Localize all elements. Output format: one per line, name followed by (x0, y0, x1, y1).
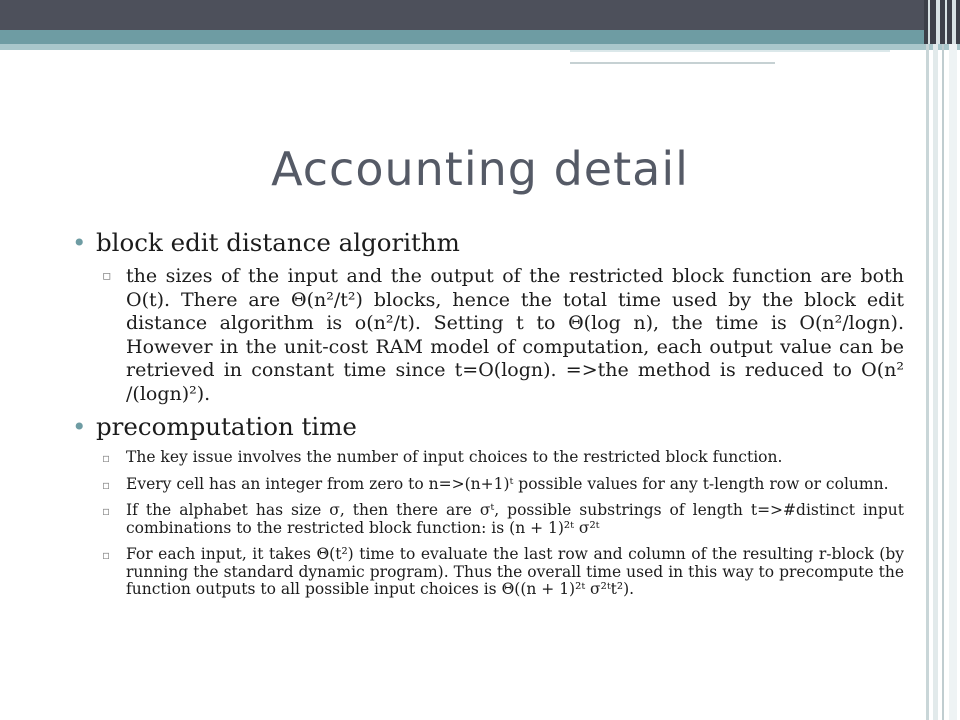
decor-stripe (936, 0, 940, 44)
slide-content (72, 228, 904, 608)
decor-line-grey (570, 62, 775, 64)
decor-strip (926, 0, 929, 720)
slide-title: Accounting detail (271, 142, 689, 196)
square-bullet-icon: ▫ (102, 268, 112, 284)
decor-line-light (570, 50, 890, 52)
top-bar-teal (0, 30, 960, 44)
square-bullet-icon: ▫ (102, 451, 111, 465)
bullet-block-edit (72, 228, 904, 257)
sub-bullet (102, 476, 904, 494)
bullet-dot-icon: • (72, 228, 87, 257)
bullet-dot-icon: • (72, 412, 87, 441)
decor-strip (933, 0, 938, 720)
bullet-precomputation (72, 412, 904, 441)
decor-stripe (945, 0, 947, 44)
decor-strip (949, 0, 957, 720)
sub-bullet-text: For each input, it takes Θ(t²) time to evaluate the last row and column of the resulting r-block (by running the standard dynamic program). Thus the overall time used in this way to precompute the function outputs to all possible input choices is Θ((n + 1)²ᵗ σ²ᵗt²). (126, 545, 904, 598)
sub-bullet (102, 546, 904, 599)
sub-bullet-text: Every cell has an integer from zero to n=>(n+1)ᵗ possible values for any t-length row or column. (126, 474, 889, 493)
sub-bullet-text: the sizes of the input and the output of the restricted block function are both O(t). There are Θ(n²/t²) blocks, hence the total time used by the block edit distance algorithm is o(n²/t). Setting t to Θ(log n), the time is O(n²/logn). However in the unit-cost RAM model of computation, each output value can be retrieved in constant time since t=O(logn). =>the method is reduced to O(n² /(logn)²). (126, 265, 904, 405)
square-bullet-icon: ▫ (102, 477, 111, 492)
sub-bullet-text: The key issue involves the number of input choices to the restricted block function. (126, 448, 783, 466)
bullet-heading: precomputation time (96, 412, 357, 441)
square-bullet-icon: ▫ (102, 548, 111, 562)
top-bar-dark (0, 0, 960, 30)
decor-stripe (952, 0, 956, 44)
sub-bullet (102, 449, 904, 467)
bullet-heading: block edit distance algorithm (96, 228, 460, 257)
square-bullet-icon: ▫ (102, 504, 111, 518)
sub-bullet-text: If the alphabet has size σ, then there are σᵗ, possible substrings of length t=>#distinct input combinations to the restricted block function: is (n + 1)²ᵗ σ²ᵗ (126, 501, 904, 537)
decor-stripe (928, 0, 930, 44)
sub-bullet (102, 502, 904, 537)
right-decor-strips (924, 0, 960, 720)
sub-bullet (102, 265, 904, 406)
decor-strip (942, 0, 944, 720)
top-right-stripes (924, 0, 960, 44)
